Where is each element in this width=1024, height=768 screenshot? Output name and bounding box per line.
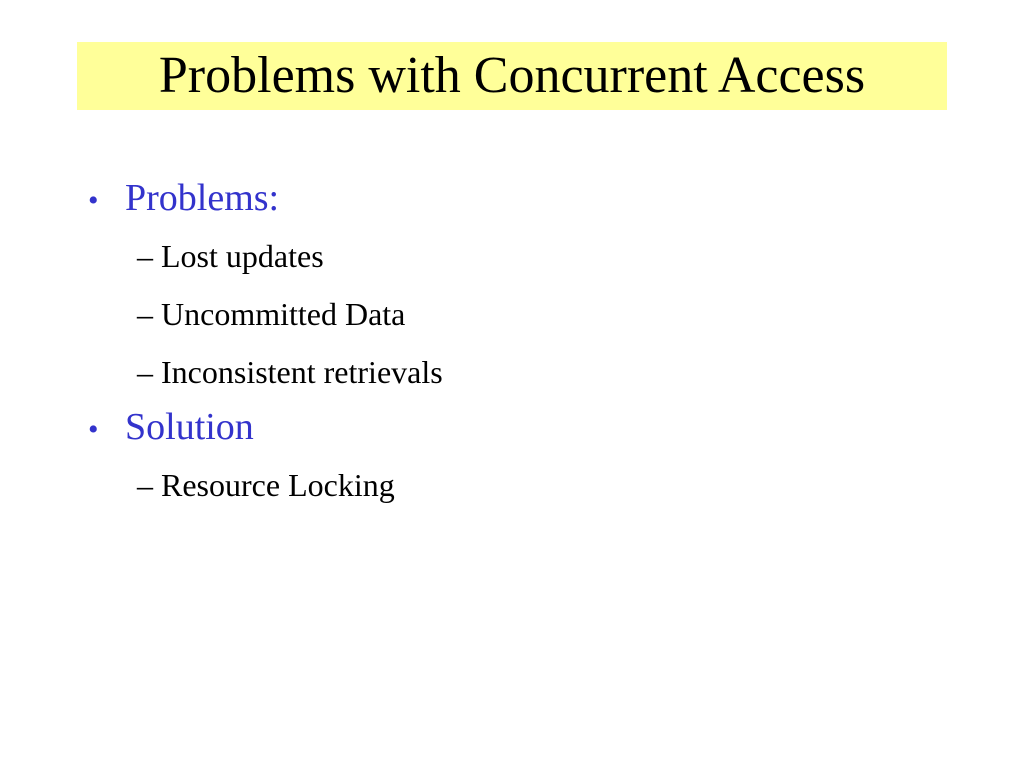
sub-item-resource-locking <box>137 456 443 514</box>
dash-marker: – <box>137 296 153 332</box>
sub-item-text: Inconsistent retrievals <box>161 354 443 390</box>
sub-item-uncommitted-data <box>137 285 443 343</box>
slide-title: Problems with Concurrent Access <box>158 47 866 104</box>
sub-item-text: Uncommitted Data <box>161 296 406 332</box>
bullet-item-solution <box>88 401 443 514</box>
sub-item-inconsistent-retrievals <box>137 343 443 401</box>
title-bar <box>77 42 947 110</box>
bullet-item-problems <box>88 172 443 401</box>
sub-item-text: Resource Locking <box>161 467 395 503</box>
sub-list-problems <box>88 227 443 401</box>
sub-item-text: Lost updates <box>161 238 324 274</box>
bullet-list <box>88 172 443 514</box>
bullet-marker: • <box>88 413 99 446</box>
dash-marker: – <box>137 467 153 503</box>
dash-marker: – <box>137 238 153 274</box>
bullet-label-solution: Solution <box>125 406 254 448</box>
bullet-row <box>88 401 443 456</box>
dash-marker: – <box>137 354 153 390</box>
sub-list-solution <box>88 456 443 514</box>
bullet-label-problems: Problems: <box>125 177 280 219</box>
sub-item-lost-updates <box>137 227 443 285</box>
bullet-row <box>88 172 443 227</box>
bullet-marker: • <box>88 184 99 217</box>
